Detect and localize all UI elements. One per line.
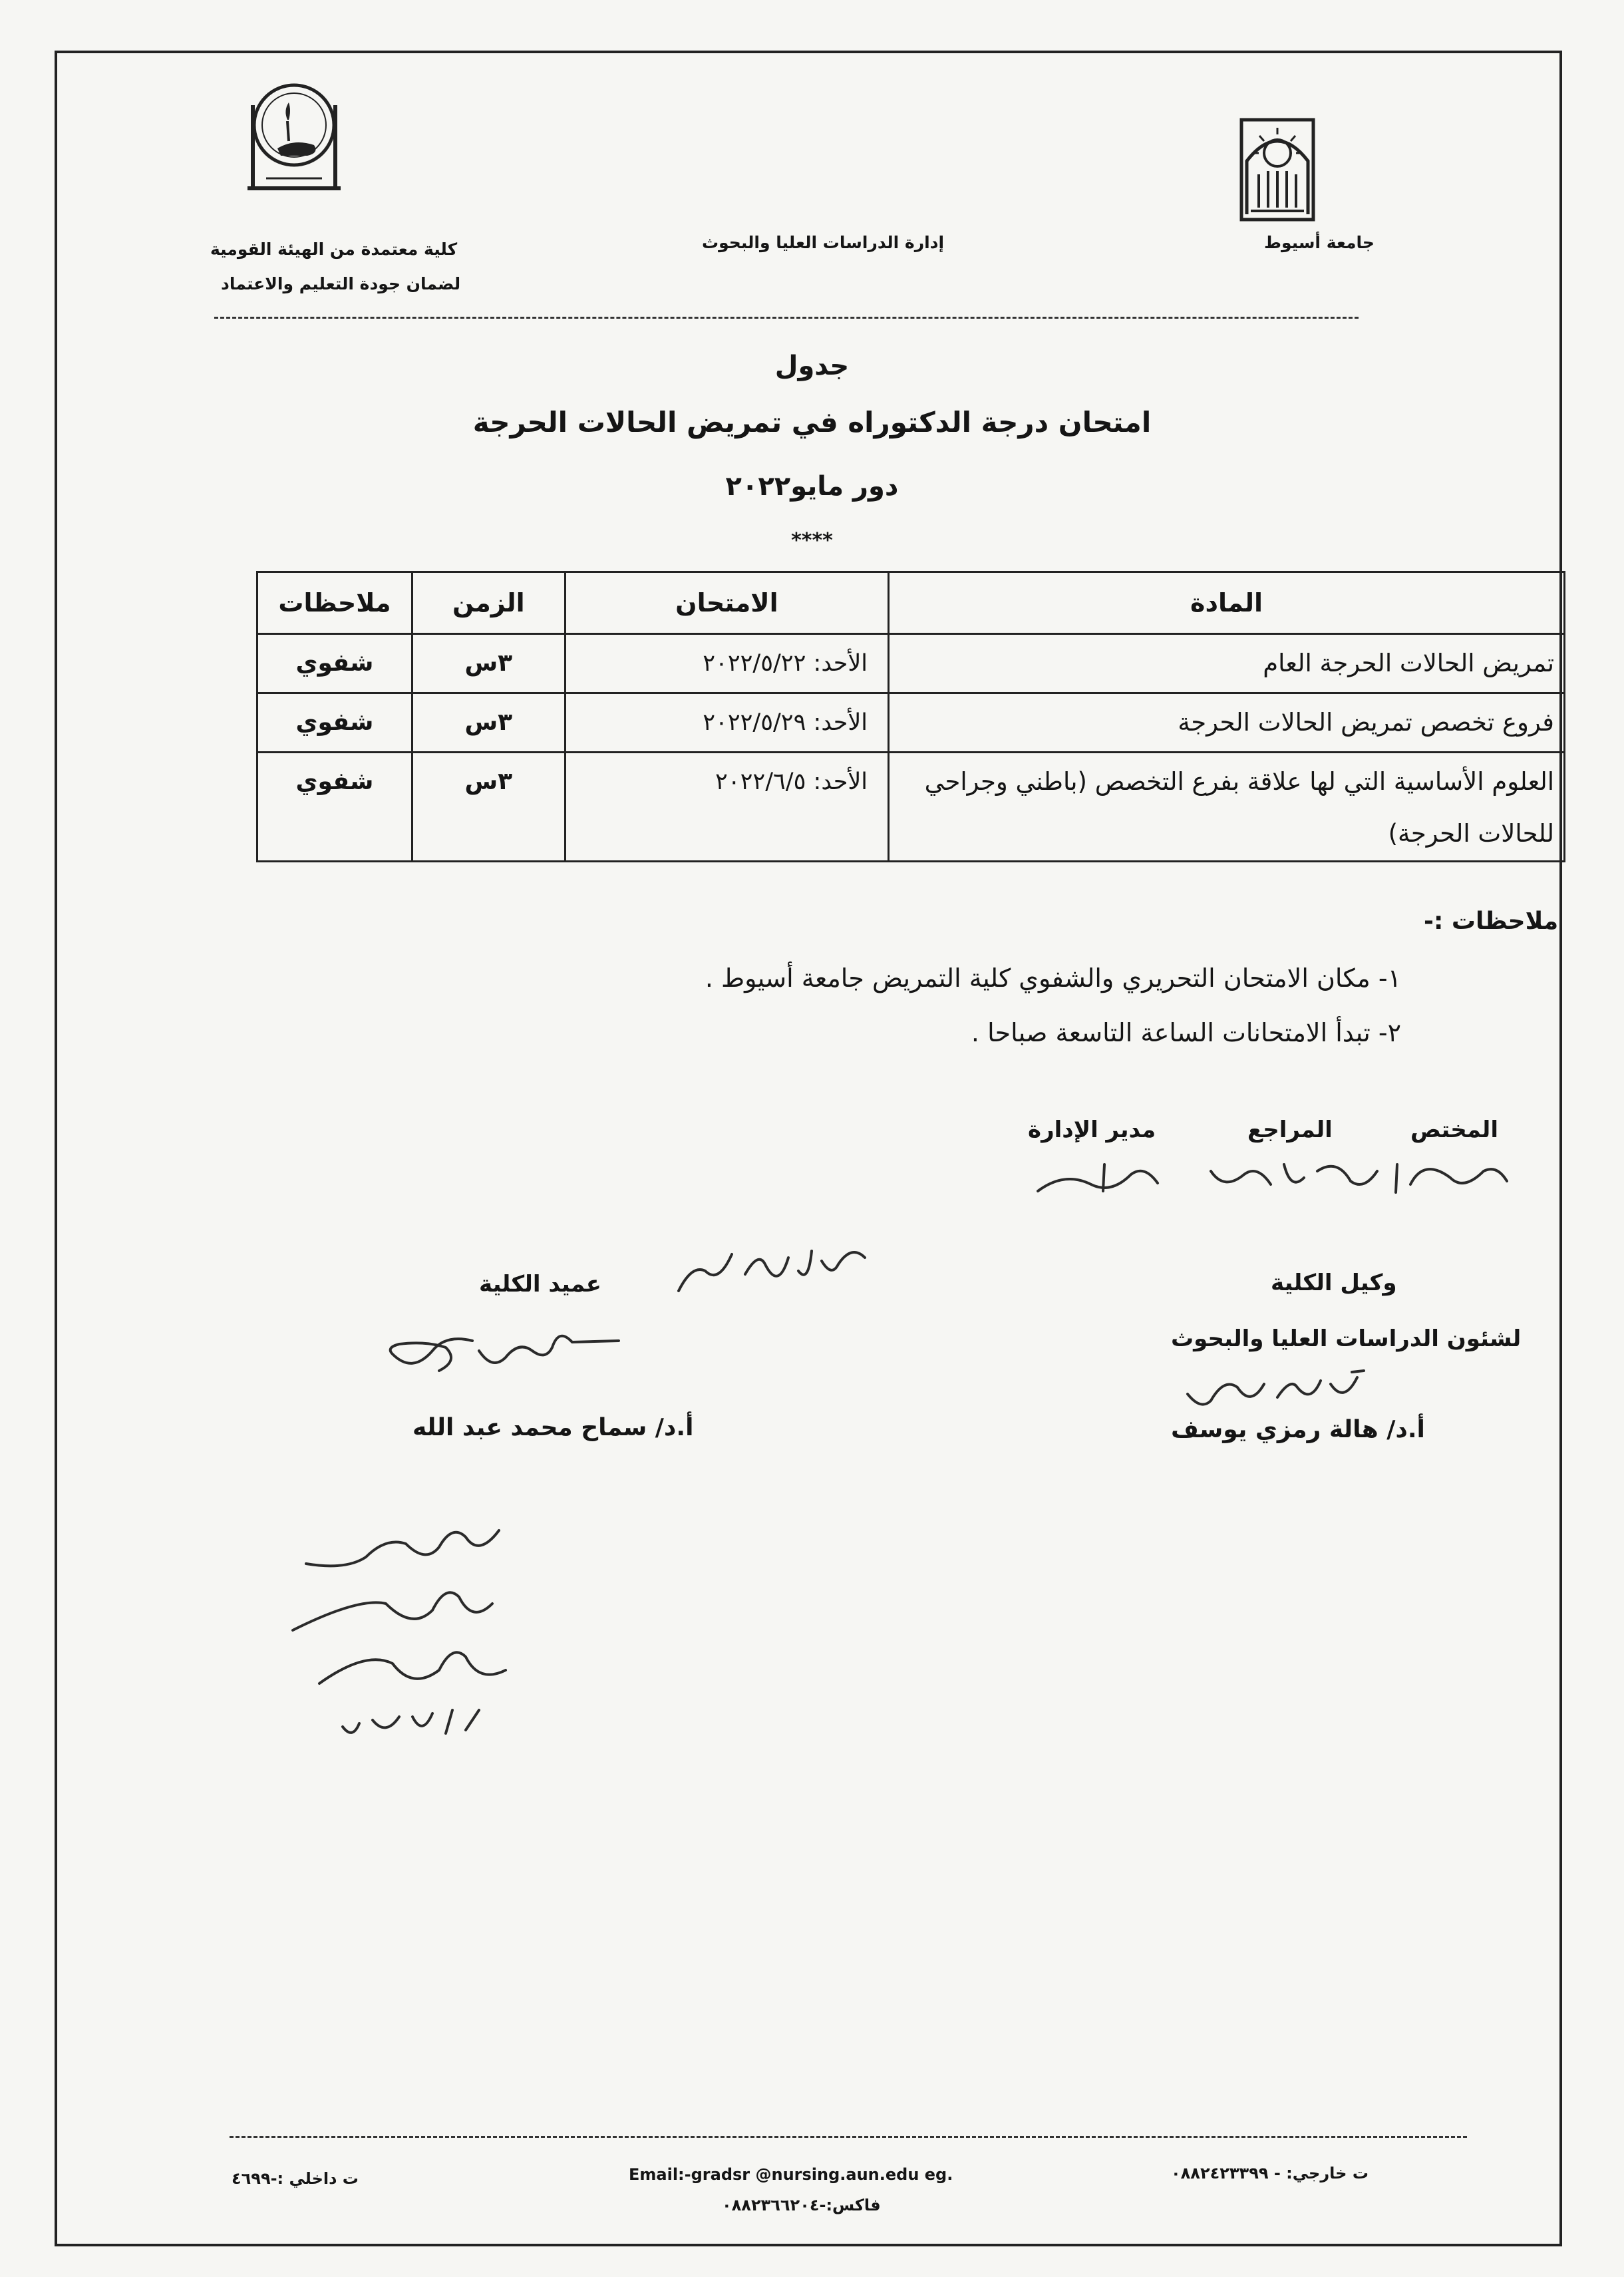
- vice-dean-name: أ.د/ هالة رمزي يوسف: [1171, 1416, 1425, 1443]
- header-accreditation-line1: كلية معتمدة من الهيئة القومية: [210, 240, 458, 259]
- table-row: [257, 693, 1565, 753]
- dean-title: عميد الكلية: [479, 1271, 601, 1298]
- dean-name: أ.د/ سماح محمد عبد الله: [412, 1414, 694, 1441]
- footer-email: Email:-gradsr @nursing.aun.edu eg.: [629, 2165, 953, 2184]
- university-logo: [1237, 114, 1317, 224]
- cell-note: شفوي: [257, 753, 412, 862]
- header-divider: [214, 317, 1359, 319]
- faculty-logo: [241, 79, 347, 195]
- council-handwritten-note: [665, 1238, 878, 1311]
- header-university: جامعة أسيوط: [1264, 233, 1375, 252]
- dean-signature: [373, 1321, 639, 1394]
- vice-dean-subtitle: لشئون الدراسات العليا والبحوث: [1171, 1325, 1522, 1352]
- staff-manager-label: مدير الإدارة: [1028, 1117, 1156, 1143]
- doc-title: جدول: [774, 351, 850, 381]
- col-header-notes: ملاحظات: [257, 572, 412, 634]
- staff-specialist-label: المختص: [1410, 1117, 1498, 1143]
- vice-dean-signature: [1178, 1357, 1377, 1417]
- doc-session: دور مايو٢٠٢٢: [725, 471, 899, 502]
- handwritten-approval-note: [279, 1517, 612, 1757]
- cell-exam-date: الأحد: ٢٠٢٢/٥/٢٢: [565, 634, 888, 693]
- footer-external-phone: ت خارجي: - ٠٨٨٢٤٢٣٣٩٩: [1171, 2164, 1369, 2183]
- cell-time: ٣س: [412, 634, 565, 693]
- note-item: ٢- تبدأ الامتحانات الساعة التاسعة صباحا .: [971, 1018, 1401, 1047]
- note-item: ١- مكان الامتحان التحريري والشفوي كلية التمريض جامعة أسيوط .: [705, 963, 1401, 993]
- cell-exam-date: الأحد: ٢٠٢٢/٦/٥: [565, 753, 888, 862]
- col-header-time: الزمن: [412, 572, 565, 634]
- cell-subject: فروع تخصص تمريض الحالات الحرجة: [889, 693, 1565, 753]
- cell-time: ٣س: [412, 693, 565, 753]
- title-stars: ****: [791, 529, 833, 552]
- table-header-row: [257, 572, 1565, 634]
- staff-signatures: [1025, 1144, 1517, 1204]
- staff-reviewer-label: المراجع: [1247, 1117, 1333, 1143]
- cell-note: شفوي: [257, 634, 412, 693]
- table-row: [257, 753, 1565, 862]
- footer-fax: فاكس:-٠٨٨٢٣٦٦٢٠٤: [722, 2196, 881, 2214]
- col-header-exam: الامتحان: [565, 572, 888, 634]
- footer-internal-phone: ت داخلي :-٤٦٩٩: [232, 2169, 359, 2188]
- cell-subject: العلوم الأساسية التي لها علاقة بفرع التخصص (باطني وجراحي للحالات الحرجة): [889, 753, 1565, 862]
- table-row: [257, 634, 1565, 693]
- cell-note: شفوي: [257, 693, 412, 753]
- cell-time: ٣س: [412, 753, 565, 862]
- header-accreditation-line2: لضمان جودة التعليم والاعتماد: [221, 274, 461, 293]
- footer-divider: [230, 2136, 1467, 2138]
- notes-heading: ملاحظات :-: [1424, 908, 1559, 935]
- exam-schedule-table: [256, 571, 1565, 862]
- vice-dean-title: وكيل الكلية: [1271, 1270, 1397, 1296]
- cell-subject: تمريض الحالات الحرجة العام: [889, 634, 1565, 693]
- header-department: إدارة الدراسات العليا والبحوث: [702, 233, 945, 252]
- col-header-subject: المادة: [889, 572, 1565, 634]
- cell-exam-date: الأحد: ٢٠٢٢/٥/٢٩: [565, 693, 888, 753]
- doc-subtitle: امتحان درجة الدكتوراه في تمريض الحالات الحرجة: [472, 406, 1152, 438]
